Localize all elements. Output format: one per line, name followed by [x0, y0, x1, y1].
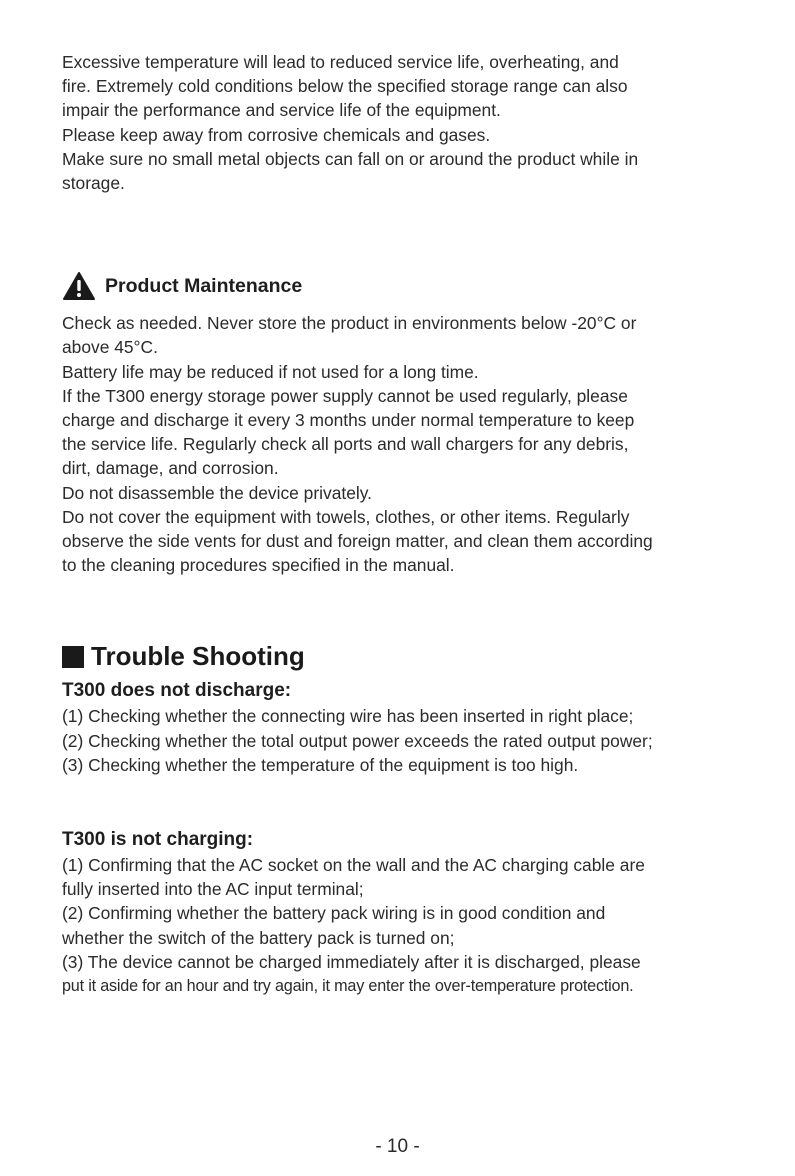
storage-line: Excessive temperature will lead to reduced service life, overheating, and	[62, 52, 619, 72]
maintenance-line: above 45°C.	[62, 337, 158, 358]
storage-line: Please keep away from corrosive chemicals and gases.	[62, 124, 491, 145]
maintenance-body	[62, 311, 752, 577]
charging-line: whether the switch of the battery pack is turned on;	[62, 927, 455, 948]
warning-triangle-icon	[62, 271, 96, 301]
storage-line: Make sure no small metal objects can fall on or around the product while in	[62, 148, 639, 169]
maintenance-line: Battery life may be reduced if not used for a long time.	[62, 361, 479, 382]
page-number: - 10 -	[375, 1136, 420, 1157]
maintenance-line: If the T300 energy storage power supply cannot be used regularly, please	[62, 385, 628, 406]
storage-line: impair the performance and service life of the equipment.	[62, 100, 501, 121]
charging-subtitle: T300 is not charging:	[62, 829, 254, 851]
discharge-list	[62, 704, 752, 777]
charging-line: fully inserted into the AC input terminal;	[62, 879, 364, 900]
charging-line: (3) The device cannot be charged immediately after it is discharged, please	[62, 951, 641, 972]
square-bullet-icon	[62, 646, 84, 668]
charging-line: put it aside for an hour and try again, it may enter the over-temperature protection.	[62, 977, 634, 996]
charging-line: (2) Confirming whether the battery pack wiring is in good condition and	[62, 903, 606, 924]
discharge-line: (2) Checking whether the total output power exceeds the rated output power;	[62, 730, 653, 751]
discharge-line: (1) Checking whether the connecting wire has been inserted in right place;	[62, 706, 634, 727]
maintenance-line: Do not cover the equipment with towels, clothes, or other items. Regularly	[62, 506, 630, 527]
trouble-title: Trouble Shooting	[91, 641, 305, 672]
page-content	[62, 50, 752, 998]
maintenance-line: Do not disassemble the device privately.	[62, 482, 372, 503]
discharge-line: (3) Checking whether the temperature of the equipment is too high.	[62, 754, 579, 775]
maintenance-title: Product Maintenance	[105, 274, 303, 297]
maintenance-line: observe the side vents for dust and foreign matter, and clean them according	[62, 531, 653, 552]
discharge-subtitle: T300 does not discharge:	[62, 680, 292, 702]
maintenance-line: Check as needed. Never store the product in environments below -20°C or	[62, 313, 637, 334]
storage-section	[62, 50, 752, 195]
storage-line: fire. Extremely cold conditions below the specified storage range can also	[62, 76, 628, 97]
maintenance-line: dirt, damage, and corrosion.	[62, 458, 279, 479]
maintenance-heading	[62, 271, 752, 301]
maintenance-line: to the cleaning procedures specified in the manual.	[62, 555, 455, 576]
charging-line: (1) Confirming that the AC socket on the wall and the AC charging cable are	[62, 855, 645, 876]
trouble-heading	[62, 641, 752, 672]
storage-line: storage.	[62, 173, 125, 194]
charging-list	[62, 853, 752, 998]
maintenance-line: the service life. Regularly check all ports and wall chargers for any debris,	[62, 434, 629, 455]
maintenance-line: charge and discharge it every 3 months under normal temperature to keep	[62, 410, 635, 431]
